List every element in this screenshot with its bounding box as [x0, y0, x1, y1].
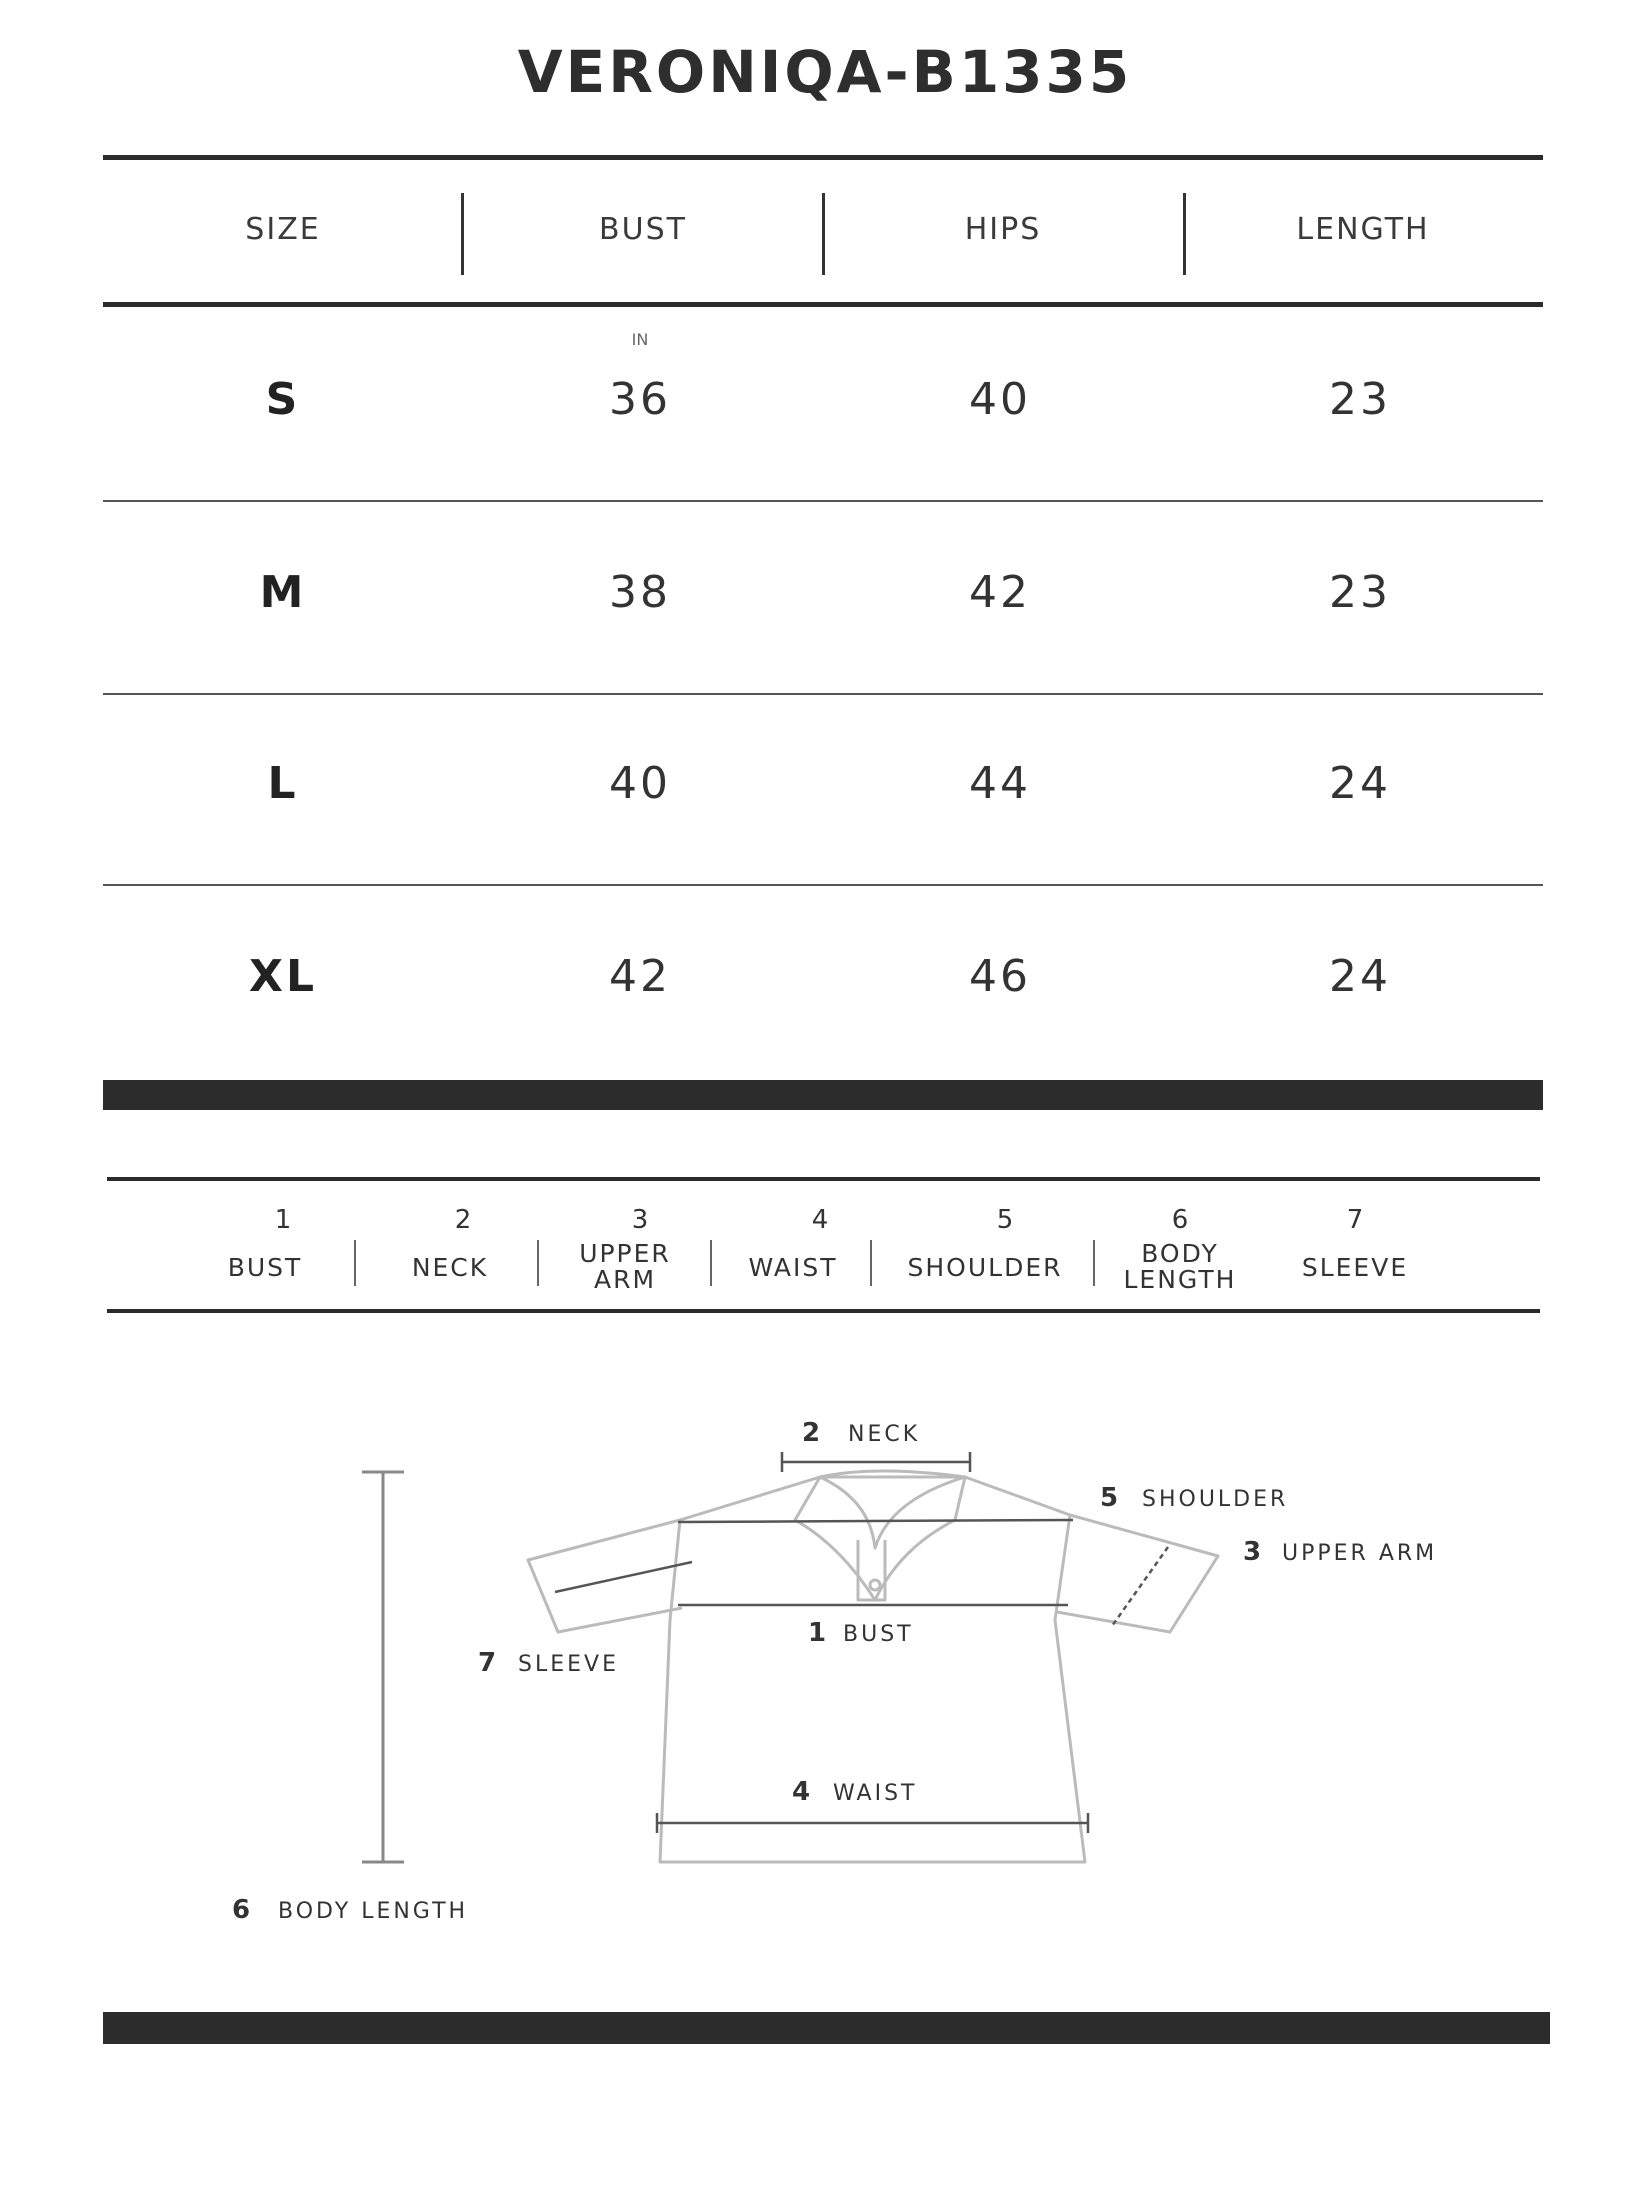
- body-length-measure: [362, 1472, 404, 1862]
- row-divider: [103, 693, 1543, 695]
- diagram-body-length-label: BODY LENGTH: [278, 1899, 469, 1924]
- diagram-neck-num: 2: [802, 1418, 821, 1448]
- table-cell-hips: 40: [969, 374, 1031, 425]
- diagram-upper-arm-num: 3: [1243, 1537, 1262, 1567]
- table-cell-length: 23: [1329, 374, 1391, 425]
- table-cell-size: S: [265, 374, 301, 425]
- table-cell-length: 23: [1329, 567, 1391, 618]
- diagram-neck-label: NECK: [848, 1422, 921, 1447]
- page-title: VERONIQA-B1335: [517, 38, 1133, 106]
- header-length: LENGTH: [1296, 212, 1430, 247]
- table-header-rule: [103, 302, 1543, 307]
- diagram-waist-label: WAIST: [833, 1781, 918, 1806]
- table-cell-length: 24: [1329, 758, 1391, 809]
- legend-label-sleeve: SLEEVE: [1301, 1253, 1409, 1282]
- legend-bottom-rule: [107, 1309, 1540, 1313]
- legend-divider: [537, 1240, 539, 1286]
- table-cell-bust: 38: [609, 567, 671, 618]
- diagram-sleeve-label: SLEEVE: [518, 1652, 619, 1677]
- legend-label-upper-arm: UPPER ARM: [579, 1239, 671, 1294]
- row-divider: [103, 500, 1543, 502]
- table-bottom-bar: [103, 1080, 1543, 1110]
- table-top-rule: [103, 155, 1543, 160]
- page-bottom-bar: [103, 2012, 1550, 2044]
- legend-num: 6: [1171, 1205, 1189, 1235]
- legend-divider: [710, 1240, 712, 1286]
- legend-divider: [870, 1240, 872, 1286]
- legend-label-neck: NECK: [411, 1253, 489, 1282]
- legend-top-rule: [107, 1177, 1540, 1181]
- legend-num: 3: [631, 1205, 649, 1235]
- legend-divider: [354, 1240, 356, 1286]
- diagram-shoulder-label: SHOULDER: [1142, 1487, 1289, 1512]
- header-bust: BUST: [599, 212, 687, 247]
- table-cell-bust: 42: [609, 951, 671, 1002]
- table-cell-hips: 46: [969, 951, 1031, 1002]
- diagram-shoulder-num: 5: [1100, 1483, 1119, 1513]
- diagram-sleeve-num: 7: [478, 1648, 497, 1678]
- legend-num: 2: [454, 1205, 472, 1235]
- legend-label-waist: WAIST: [748, 1253, 838, 1282]
- header-hips: HIPS: [964, 212, 1042, 247]
- legend-divider: [1093, 1240, 1095, 1286]
- legend-num: 7: [1346, 1205, 1364, 1235]
- diagram-bust-num: 1: [808, 1618, 827, 1648]
- table-cell-bust: 40: [609, 758, 671, 809]
- legend-num: 4: [811, 1205, 829, 1235]
- row-divider: [103, 884, 1543, 886]
- table-cell-length: 24: [1329, 951, 1391, 1002]
- header-size: SIZE: [245, 212, 321, 247]
- table-cell-size: L: [267, 758, 299, 809]
- table-cell-hips: 42: [969, 567, 1031, 618]
- legend-label-body-length: BODY LENGTH: [1123, 1239, 1237, 1294]
- diagram-waist-num: 4: [792, 1777, 811, 1807]
- table-cell-size: XL: [249, 951, 317, 1002]
- table-cell-size: M: [259, 567, 307, 618]
- table-cell-bust: 36: [609, 374, 671, 425]
- table-cell-hips: 44: [969, 758, 1031, 809]
- legend-label-shoulder: SHOULDER: [907, 1253, 1063, 1282]
- legend-num: 1: [274, 1205, 292, 1235]
- diagram-upper-arm-label: UPPER ARM: [1282, 1541, 1438, 1566]
- diagram-bust-label: BUST: [843, 1622, 914, 1647]
- diagram-body-length-num: 6: [232, 1895, 251, 1925]
- shirt-diagram: [0, 1380, 1650, 1940]
- legend-label-bust: BUST: [227, 1253, 303, 1282]
- unit-label: IN: [631, 330, 649, 349]
- legend-num: 5: [996, 1205, 1014, 1235]
